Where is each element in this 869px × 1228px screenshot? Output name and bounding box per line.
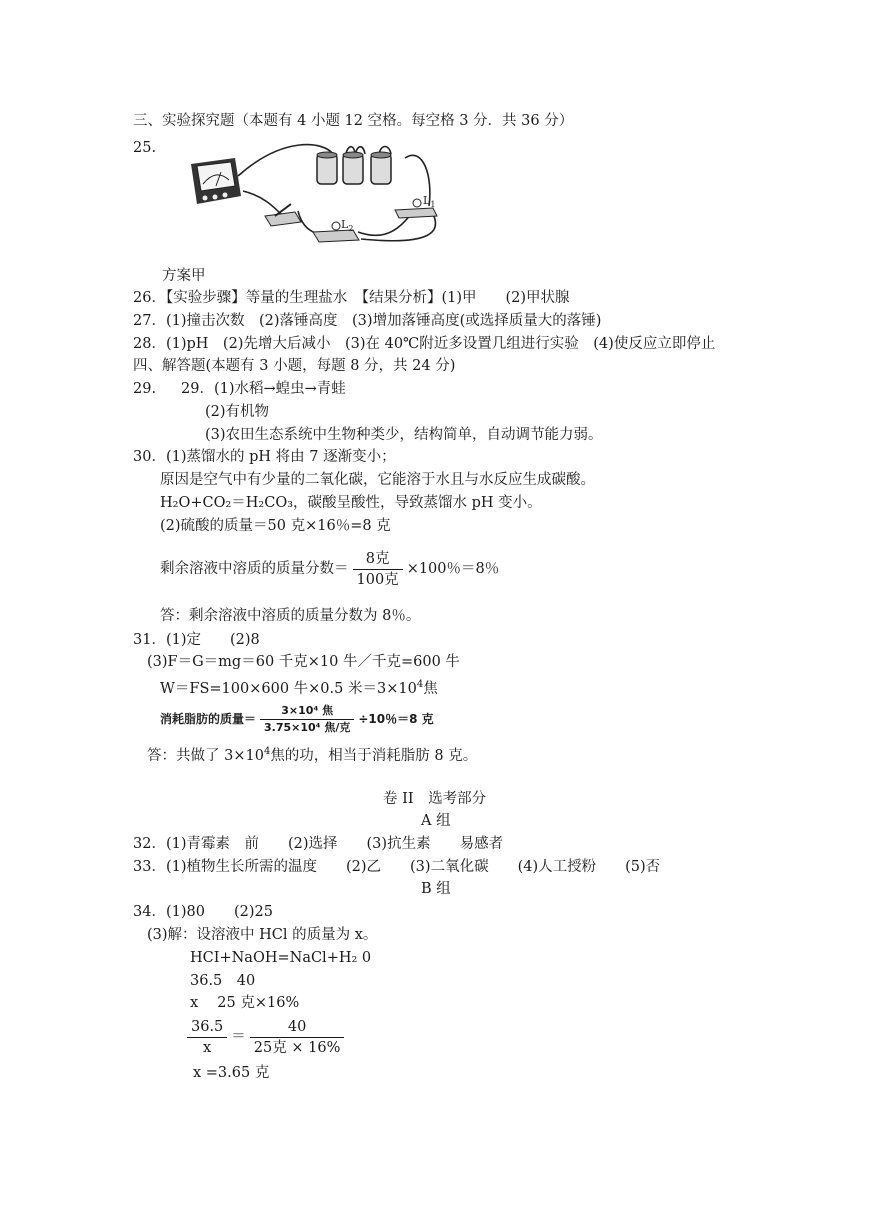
switch-icon <box>265 204 301 226</box>
q29-number: 29. <box>133 381 157 397</box>
section-3-heading: 三、实验探究题（本题有 4 小题 12 空格。每空格 3 分．共 36 分） <box>133 113 574 129</box>
q30-line-4: (2)硫酸的质量＝50 克×16％=8 克 <box>160 518 391 534</box>
ammeter-icon <box>191 158 241 204</box>
q25-number: 25. <box>133 140 157 156</box>
q31-fat-prefix: 消耗脂肪的质量＝ <box>160 712 257 726</box>
q31-fat-denominator: 3.75×10⁴ 焦/克 <box>264 721 351 734</box>
q30-answer: 答：剩余溶液中溶质的质量分数为 8％。 <box>160 608 421 624</box>
label-l1: $L_1$ <box>423 194 436 209</box>
q31-answer: 答：共做了 $3\times 10^4$焦的功，相当于消耗脂肪 8 克。 <box>147 746 478 764</box>
q34-fraction-1-denominator: x <box>203 1039 212 1056</box>
q30-fraction <box>353 549 403 590</box>
q29-line-3: (3)农田生态系统中生物种类少，结构简单，自动调节能力弱。 <box>205 427 603 443</box>
part2-title: 卷 II 选考部分 <box>383 791 487 807</box>
q29-line-1: 29．(1)水稻→蝗虫→青蛙 <box>181 381 346 397</box>
q30-line-1: 30．(1)蒸馏水的 pH 将由 7 逐渐变小； <box>133 449 396 465</box>
q30-fraction-prefix: 剩余溶液中溶质的质量分数＝ <box>160 561 349 577</box>
q30-fraction-numerator: 8克 <box>353 549 403 570</box>
q34-fraction-2-numerator: 40 <box>250 1017 345 1038</box>
section-4-heading: 四、解答题(本题有 3 小题，每题 8 分，共 24 分) <box>133 358 456 374</box>
battery-icon <box>317 152 391 184</box>
q30-line-3: H₂O+CO₂＝H₂CO₃，碳酸呈酸性，导致蒸馏水 pH 变小。 <box>160 495 542 511</box>
group-a-title: A 组 <box>421 813 451 829</box>
group-b-title: B 组 <box>421 881 451 897</box>
q27-answer: 27．(1)撞击次数 (2)落锤高度 (3)增加落锤高度(或选择质量大的落锤) <box>133 313 602 329</box>
q31-fat-fraction <box>260 703 354 736</box>
q34-equals: ＝ <box>231 1029 246 1045</box>
q28-answer: 28．(1)pH (2)先增大后减小 (3)在 40℃附近多设置几组进行实验 (4)使反应立即停止 <box>133 336 716 352</box>
q34-equation: HCI+NaOH=NaCl+H₂ 0 <box>190 950 372 966</box>
q34-fraction-1 <box>187 1017 227 1058</box>
q31-fat-line <box>160 700 434 738</box>
label-l2: $L_2$ <box>341 218 354 233</box>
q34-line-1: 34．(1)80 (2)25 <box>133 904 273 920</box>
q30-fraction-line <box>160 546 499 592</box>
q31-line-1: 31．(1)定 (2)8 <box>133 632 260 648</box>
q30-fraction-denominator: 100克 <box>356 571 399 588</box>
q33-answer: 33．(1)植物生长所需的温度 (2)乙 (3)二氧化碳 (4)人工授粉 (5)否 <box>133 859 661 875</box>
q34-result: x =3.65 克 <box>193 1065 270 1081</box>
q34-ratio: 36.5 40 <box>190 973 256 989</box>
q25-answer: 方案甲 <box>162 268 206 284</box>
q31-fat-suffix: ÷10％＝8 克 <box>358 712 434 726</box>
q32-answer: 32．(1)青霉素 前 (2)选择 (3)抗生素 易感者 <box>133 836 504 852</box>
q34-fraction-1-numerator: 36.5 <box>187 1017 227 1038</box>
q34-proportion <box>183 1014 348 1060</box>
q31-line-2: (3)F＝G＝mg＝60 千克×10 牛／千克=600 牛 <box>147 654 460 670</box>
q29-line-2: (2)有机物 <box>205 404 270 420</box>
q31-line-3: W＝FS=100×600 牛×0.5 米$=3\times 10^4$焦 <box>160 679 438 697</box>
q31-fat-numerator: 3×10⁴ 焦 <box>260 703 354 720</box>
q30-fraction-suffix: ×100％＝8％ <box>406 561 500 577</box>
q34-line-2: (3)解：设溶液中 HCl 的质量为 x。 <box>147 927 378 943</box>
q30-line-2: 原因是空气中有少量的二氧化碳，它能溶于水且与水反应生成碳酸。 <box>160 472 595 488</box>
q34-fraction-2-denominator: 25克 × 16% <box>253 1039 341 1056</box>
q26-answer: 26．【实验步骤】等量的生理盐水 【结果分析】(1)甲 (2)甲状腺 <box>133 290 570 306</box>
q34-fraction-2 <box>250 1017 345 1058</box>
q34-values: x 25 克×16% <box>190 995 300 1011</box>
circuit-diagram <box>183 136 441 252</box>
